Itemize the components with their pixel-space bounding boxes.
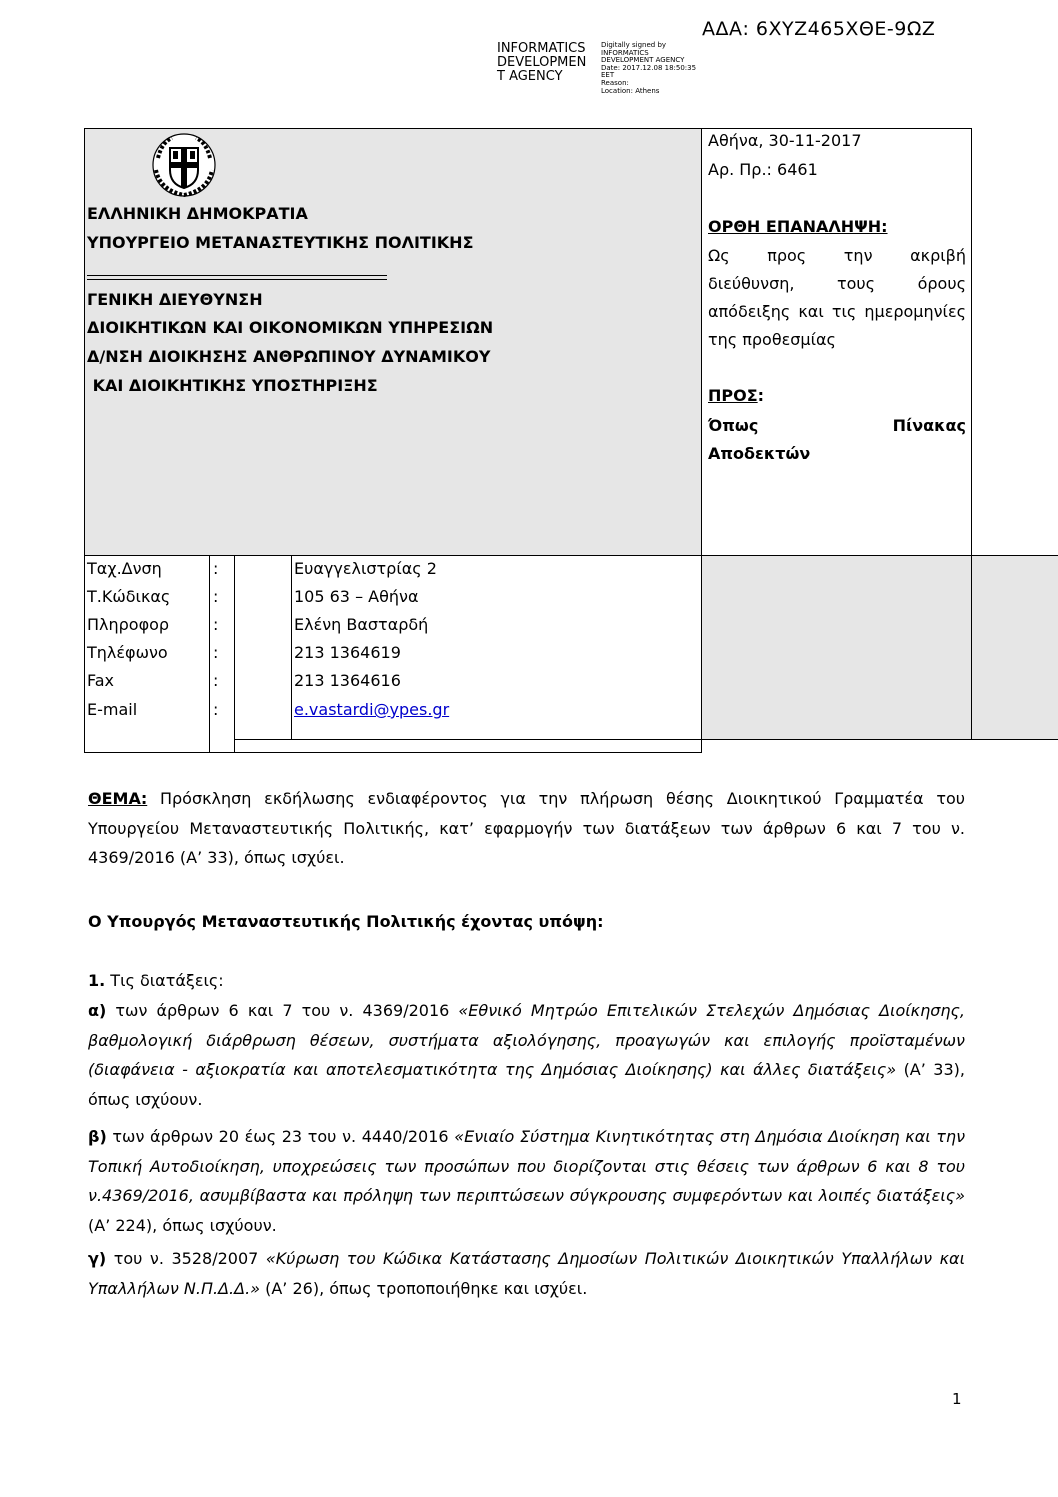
to-label-colon: : bbox=[757, 386, 765, 405]
signature-name-line: T AGENCY bbox=[497, 69, 563, 84]
contact-colon: : bbox=[213, 643, 219, 662]
minister-heading: Ο Υπουργός Μεταναστευτικής Πολιτικής έχοντας υπόψη: bbox=[88, 912, 604, 931]
contact-value: 105 63 – Αθήνα bbox=[294, 587, 419, 606]
dept-line: Δ/ΝΣΗ ΔΙΟΙΚΗΣΗΣ ΑΝΘΡΩΠΙΝΟΥ ΔΥΝΑΜΙΚΟΥ bbox=[87, 347, 491, 366]
signature-name-line: INFORMATICS bbox=[497, 41, 586, 56]
contact-colon: : bbox=[213, 615, 219, 634]
item-letter: β) bbox=[88, 1127, 107, 1146]
signature-detail-line: Reason: bbox=[601, 78, 629, 87]
provision-item-c bbox=[88, 1244, 965, 1303]
dept-line: ΓΕΝΙΚΗ ΔΙΕΥΘΥΝΣΗ bbox=[87, 290, 263, 309]
header-rule bbox=[87, 275, 387, 280]
contact-col-divider bbox=[234, 556, 235, 753]
item-law-title: «Κύρωση του Κώδικα Κατάστασης Δημοσίων Πολιτικών Διοικητικών Υπαλλήλων και Υπαλλήλων Ν.Π.Δ.Δ.» bbox=[88, 1249, 965, 1298]
contact-right-divider bbox=[971, 556, 972, 740]
signature-detail-line: DEVELOPMENT AGENCY bbox=[601, 56, 685, 65]
correction-line: της προθεσμίας bbox=[708, 330, 836, 349]
contact-label: Τηλέφωνο bbox=[87, 643, 168, 662]
contact-label: Πληροφορ bbox=[87, 615, 170, 634]
contact-colon: : bbox=[213, 559, 219, 578]
contact-label: Ταχ.Δνση bbox=[87, 559, 162, 578]
item-post: (Α’ 224), όπως ισχύουν. bbox=[88, 1215, 277, 1235]
signature-details bbox=[601, 42, 696, 95]
to-label bbox=[708, 386, 966, 405]
contact-label: Τ.Κώδικας bbox=[87, 587, 171, 606]
subject-text: Πρόσκληση εκδήλωσης ενδιαφέροντος για την πλήρωση θέσης Διοικητικού Γραμματέα του Υπουργείου Μεταναστευτικής Πολιτικής, κατ’ εφαρμογήν των διατάξεων των άρθρων 6 και 7 του ν. 4369/2016 (Α’ 33), όπως ισχύει. bbox=[88, 789, 965, 867]
to-label-text: ΠΡΟΣ bbox=[708, 386, 758, 405]
org-line: ΥΠΟΥΡΓΕΙΟ ΜΕΤΑΝΑΣΤΕΥΤΙΚΗΣ ΠΟΛΙΤΙΚΗΣ bbox=[87, 233, 474, 252]
correction-line: απόδειξης και τις ημερομηνίες bbox=[708, 302, 966, 321]
item-pre: του ν. 3528/2007 bbox=[106, 1249, 266, 1268]
subject-label: ΘΕΜΑ: bbox=[88, 789, 148, 808]
contact-col-divider bbox=[209, 556, 210, 753]
provisions-intro bbox=[88, 966, 965, 996]
signature-detail-line: INFORMATICS bbox=[601, 48, 649, 57]
contact-value: Ελένη Βασταρδή bbox=[294, 615, 429, 634]
item-law-title: «Ενιαίο Σύστημα Κινητικότητας στη Δημόσια Διοίκηση και την Τοπική Αυτοδιοίκηση, υποχρεώσεις των προσώπων που διορίζονται στις θέσεις των άρθρων 6 και 8 του ν.4369/2016, ασυμβίβαστα και πρόληψη των περιπτώσεων σύγκρουσης συμφερόντων και λοιπές διατάξεις» bbox=[88, 1127, 966, 1205]
signature-detail-line: Digitally signed by bbox=[601, 41, 667, 49]
recipients-line: Αποδεκτών bbox=[708, 444, 811, 463]
provision-item-b bbox=[88, 1122, 965, 1240]
item-letter: α) bbox=[88, 1001, 107, 1020]
recipients-line: Όπως Πίνακας bbox=[708, 416, 966, 435]
contact-right-panel bbox=[702, 556, 1058, 740]
dept-line: ΔΙΟΙΚΗΤΙΚΩΝ ΚΑΙ ΟΙΚΟΝΟΜΙΚΩΝ ΥΠΗΡΕΣΙΩΝ bbox=[87, 318, 494, 337]
signature-name bbox=[497, 42, 586, 84]
provision-item-a bbox=[88, 996, 965, 1114]
item-pre: των άρθρων 6 και 7 του ν. 4369/2016 bbox=[106, 1001, 459, 1020]
contact-value: Ευαγγελιστρίας 2 bbox=[294, 559, 437, 578]
item-pre: των άρθρων 20 έως 23 του ν. 4440/2016 bbox=[106, 1127, 455, 1146]
item-law-title: «Εθνικό Μητρώο Επιτελικών Στελεχών Δημόσιας Διοίκησης, βαθμολογική διάρθρωση θέσεων, συστήματα αξιολόγησης, προαγωγών και επιλογής προϊσταμένων (διαφάνεια - αξιοκρατία και αποτελεσματικότητα της Δημόσιας Διοίκησης) και άλλες διατάξεις» bbox=[88, 1001, 966, 1079]
contact-colon: : bbox=[213, 587, 219, 606]
item-letter: γ) bbox=[88, 1249, 107, 1268]
item-post: (Α’ 26), όπως τροποποιήθηκε και ισχύει. bbox=[260, 1278, 588, 1298]
greek-emblem-icon bbox=[150, 132, 218, 198]
contact-right-border bbox=[702, 739, 1058, 740]
contact-colon: : bbox=[213, 700, 219, 719]
signature-name-line: DEVELOPMEN bbox=[497, 55, 587, 70]
correction-line: διεύθυνση, τους όρους bbox=[708, 274, 966, 293]
correction-title: ΟΡΘΗ ΕΠΑΝΑΛΗΨΗ: bbox=[708, 217, 888, 236]
correction-line: Ως προς την ακριβή bbox=[708, 246, 966, 265]
protocol-number: Αρ. Πρ.: 6461 bbox=[708, 160, 818, 179]
contact-value: 213 1364619 bbox=[294, 643, 401, 662]
item-post: (Α’ 33), όπως ισχύουν. bbox=[88, 1060, 965, 1109]
org-line: ΕΛΛΗΝΙΚΗ ΔΗΜΟΚΡΑΤΙΑ bbox=[87, 204, 308, 223]
contact-col-divider bbox=[291, 556, 292, 740]
contact-value: 213 1364616 bbox=[294, 671, 401, 690]
document-date: Αθήνα, 30-11-2017 bbox=[708, 131, 862, 150]
contact-colon: : bbox=[213, 671, 219, 690]
email-link[interactable]: e.vastardi@ypes.gr bbox=[294, 700, 450, 719]
subject-paragraph bbox=[88, 784, 965, 873]
ada-code: ΑΔΑ: 6ΧΥΖ465ΧΘΕ-9ΩΖ bbox=[702, 18, 936, 40]
contact-right-border bbox=[702, 555, 1058, 556]
signature-detail-line: EET bbox=[601, 71, 615, 80]
contact-row-divider bbox=[234, 739, 702, 740]
dept-line: ΚΑΙ ΔΙΟΙΚΗΤΙΚΗΣ ΥΠΟΣΤΗΡΙΞΗΣ bbox=[87, 376, 378, 395]
signature-detail-line: Location: Athens bbox=[601, 86, 660, 95]
header-divider bbox=[701, 128, 702, 556]
item-text: Τις διατάξεις: bbox=[105, 971, 224, 990]
item-number: 1. bbox=[88, 971, 106, 990]
signature-detail-line: Date: 2017.12.08 18:50:35 bbox=[601, 63, 697, 72]
contact-label: E-mail bbox=[87, 700, 138, 719]
page-number: 1 bbox=[952, 1390, 962, 1408]
contact-label: Fax bbox=[87, 671, 115, 690]
